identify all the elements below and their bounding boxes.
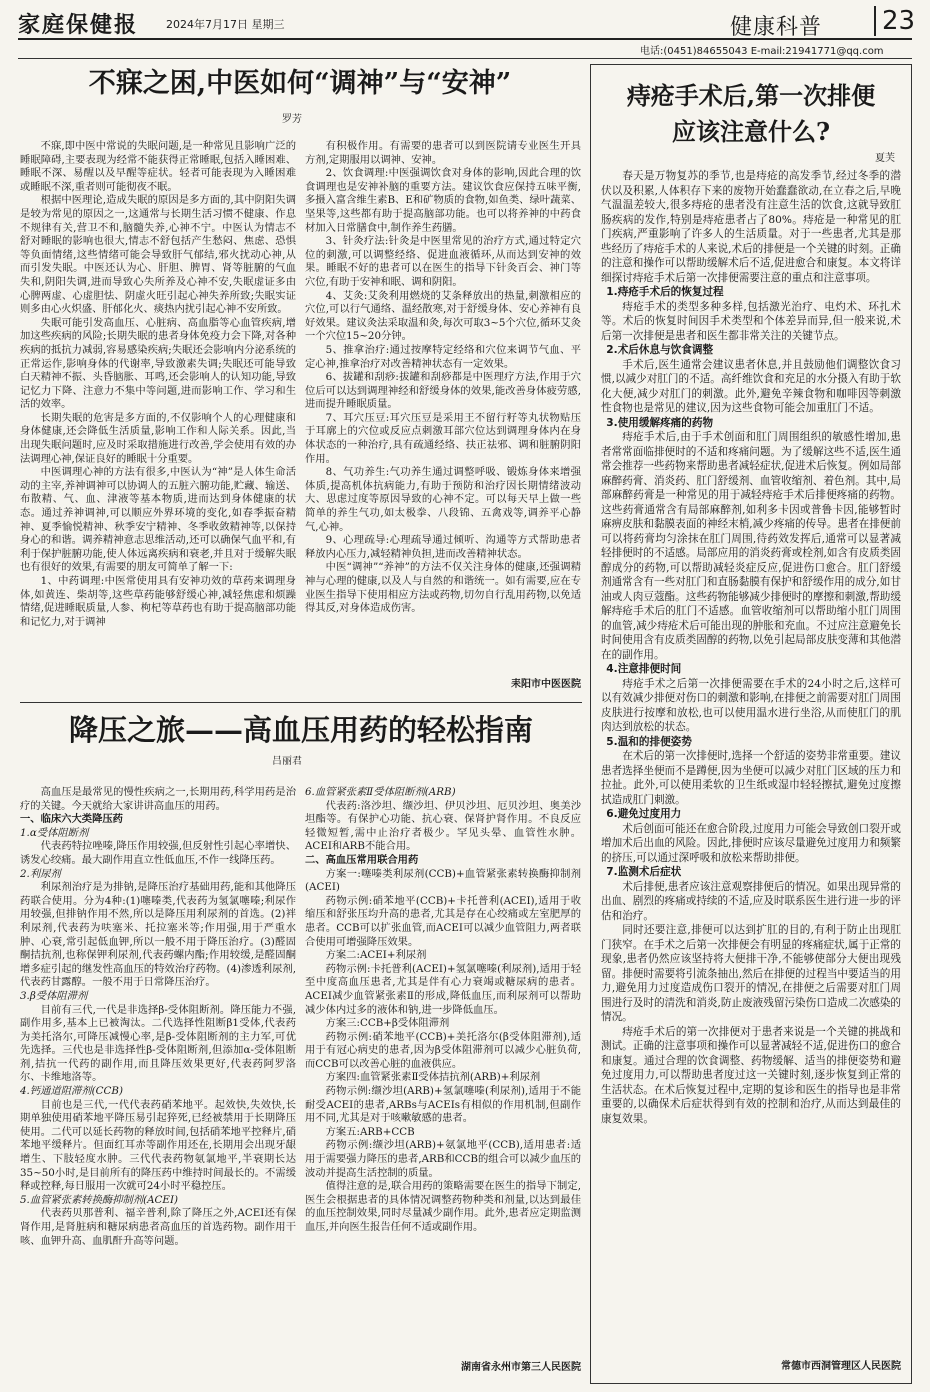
paragraph: 方案四:血管紧张素Ⅱ受体拮抗剂(ARB)+利尿剂 xyxy=(325,1071,541,1084)
article2-author: 吕丽君 xyxy=(272,756,302,767)
masthead xyxy=(18,6,916,40)
paragraph: 2、饮食调理:中医强调饮食对身体的影响,因此合理的饮食调理也是安神补脑的重要方法。建议饮食应保持五味平衡,多摄入富含维生素B、E和矿物质的食物,如鱼类、绿叶蔬菜、坚果等,这些都有助于提高脑部功能。也可以将养神的中药食材加入日常膳食中,制作养生药膳。 xyxy=(305,167,581,234)
article1-author: 罗芳 xyxy=(282,114,302,125)
paragraph: 中医“调神”“养神”的方法不仅关注身体的健康,还强调精神与心理的健康,以及人与自然的和谐统一。如有需要,应在专业医生指导下使用相应方法或药物,切勿自行乱用药物,以免适得其反,对身体造成伤害。 xyxy=(305,561,581,615)
section-heading: 一、临床六大类降压药 xyxy=(20,813,123,826)
paragraph: 痔疮手术之后第一次排便需要在手术的24小时之后,这样可以有效减少排便对伤口的刺激和影响,在排便之前需要对肛门周围皮肤进行按摩和放松,也可以使用温水进行坐浴,从而使肛门的肌肉达到放松的状态。 xyxy=(601,677,901,733)
contact-info: 电话:(0451)84655043 E-mail:21941771@qq.com xyxy=(640,46,884,57)
section-name: 健康科普 xyxy=(730,15,823,40)
paragraph: 有积极作用。有需要的患者可以到医院请专业医生开具方剂,定期服用以调神、安神。 xyxy=(305,140,581,166)
issue-date: 2024年7月17日 星期三 xyxy=(166,18,285,31)
article2-column-2 xyxy=(305,786,581,1352)
paragraph: 利尿剂治疗是为排钠,是降压治疗基础用药,能和其他降压药联合使用。分为4种:(1)噻嗪类,代表药为氢氯噻嗪;利尿作用较强,但排钠作用不然,所以是降压用利尿剂的首选。(2)袢利尿剂,代表药为呋塞米、托拉塞米等;作用强,用于严重水肿、心衰,常引起低血钾,所以一般不用于降压治疗。(3)醛固酮拮抗剂,也称保钾利尿剂,代表药螺内酯;作用较缓,是醛固酮增多症引起的继发性高血压的特效治疗药物。(4)渗透利尿剂,代表药甘露醇。一般不用于日常降压治疗。 xyxy=(20,881,296,989)
paragraph: 目前也是三代,一代代表药硝苯地平。起效快,失效快,长期单独使用硝苯地平降压易引起猝死,已经被禁用于长期降压使用。二代可以延长药物的释放时间,包括硝苯地平控释片,硝苯地平缓释片。但面红耳赤等副作用还在,长期用会出现牙龈增生、下肢轻度水肿。三代代表药物氨氯地平,半衰期长达35~50小时,是目前所有的降压药中维持时间最长的。不需缓释或控释,每日服用一次就可24小时平稳控压。 xyxy=(20,1098,296,1193)
paragraph: 值得注意的是,联合用药的策略需要在医生的指导下制定,医生会根据患者的具体情况调整药物种类和剂量,以达到最佳的血压控制效果,同时尽量减少副作用。此外,患者应定期监测血压,并向医生报告任何不适或副作用。 xyxy=(305,1180,581,1233)
paragraph: 中医调理心神的方法有很多,中医认为“神”是人体生命活动的主宰,养神调神可以协调人的五脏六腑功能,贮藏、输送、布散精、气、血、津液等基本物质,进而达到身体健康的状态。通过养神调神,可以顺应外界环境的变化,如春季振奋精神、夏季愉悦精神、秋季安宁精神、冬季收敛精神等,以保持身心的和谐。调养精神意志思维活动,还可以确保气血平和,有利于保护脏腑功能,使人体远离疾病和衰老,并且对于缓解失眠也有很好的效果,有需要的朋友可简单了解一下: xyxy=(20,466,296,574)
paragraph: 5、推拿治疗:通过按摩特定经络和穴位来调节气血、平定心神,推拿治疗对改善精神状态有一定效果。 xyxy=(305,343,581,370)
paragraph: 代表药:洛沙坦、缬沙坦、伊贝沙坦、厄贝沙坦、奥美沙坦酯等。有保护心功能、抗心衰、保肾护肾作用。不良反应轻微短暂,需中止治疗者极少。罕见头晕、血管性水肿。ACEI和ARB不能合用。 xyxy=(305,799,581,853)
article1-title: 不寐之困,中医如何“调神”与“安神” xyxy=(88,68,512,99)
section-heading: 6.避免过度用力 xyxy=(606,808,682,820)
paragraph: 4、艾灸:艾灸利用燃烧的艾条释放出的热量,刺激相应的穴位,可以行气通络、温经散寒,对于舒缓身体、安心养神有良好效果。建议灸法采取温和灸,每次可取3~5个穴位,循环艾灸一个穴位15~20分钟。 xyxy=(305,289,581,343)
article1-column-2 xyxy=(305,140,581,670)
section-heading: 1.痔疮手术后的恢复过程 xyxy=(606,286,724,298)
paragraph: 1、中药调理:中医常使用具有安神功效的草药来调理身体,如黄连、柴胡等,这些草药能够舒缓心神,减轻焦虑和烦躁情绪,促进睡眠质量,人参、枸杞等草药也有助于提高脑部功能和记忆力,对于调神 xyxy=(20,575,296,628)
article1-column-1 xyxy=(20,140,296,688)
article3-box xyxy=(590,64,912,1384)
paragraph: 6、拔罐和刮痧:拔罐和刮痧都是中医理疗方法,作用于穴位后可以达到调理神经和舒缓身体的效果,能改善身体疲劳感,进而提升睡眠质量。 xyxy=(305,371,581,411)
paragraph: 根据中医理论,造成失眠的原因是多方面的,其中阴阳失调是较为常见的原因之一,这通常与长期生活习惯不健康、作息不规律有关,营卫不和,脑髓失养,心神不宁。中医认为情志不舒对睡眠的影响也很大,情志不舒包括产生愁闷、焦虑、恐惧等负面情绪,这些情绪可能会导致肝气郁结,邪火扰动心神,从而引发失眠。中医还认为心、肝胆、脾胃、肾等脏腑的气血失和,阴阳失调,进而导致心失所养及心神不安,失眠虚证多由心脾两虚、心虚胆怯、阴虚火旺引起心神失养所致;失眠实证则多由心火炽盛、肝郁化火、痰热内扰引起心神不安所致。 xyxy=(20,194,296,316)
paragraph: 痔疮手术后,由于手术创面和肛门周围组织的敏感性增加,患者常常面临排便时的不适和疼痛问题。为了缓解这些不适,医生通常会推荐一些药物来帮助患者减轻症状,促进术后恢复。例如局部麻醉药膏、消炎药、肛门舒缓剂、血管收缩剂、着色剂。其中,局部麻醉药膏是一种常见的用于减轻痔疮手术后排便疼痛的药物。这些药膏通常含有局部麻醉剂,如利多卡因或普鲁卡因,能够暂时麻痹皮肤和黏膜表面的神经末梢,减少疼痛的传导。患者在排便前可以将药膏均匀涂抹在肛门周围,待药效发挥后,通常可以显著减轻排便时的不适感。局部应用的消炎药膏或栓剂,如含有皮质类固醇成分的药物,可以帮助减轻炎症反应,促进伤口愈合。肛门舒缓剂通常含有一些对肛门和直肠黏膜有保护和舒缓作用的成分,如甘油或人肉豆蔻酯。这些药物能够减少排便时的摩擦和刺激,帮助缓解痔疮手术后的肛门不适感。血管收缩剂可以帮助缩小肛门周围的血管,减少痔疮术后可能出现的肿胀和充血。不过应注意避免长时间使用含有皮质类固醇的药物,以免引起局部皮肤变薄和其他潜在的副作用。 xyxy=(601,431,901,661)
paragraph: 方案二:ACEI+利尿剂 xyxy=(325,949,427,962)
article3-body xyxy=(601,169,901,1349)
article3-source: 常德市西洞管理区人民医院 xyxy=(781,1361,901,1372)
paragraph: 8、气功养生:气功养生通过调整呼吸、锻炼身体来增强体质,提高机体抗病能力,有助于预防和治疗因长期情绪波动大、思虑过度等原因导致的心神不定。可以每天早上做一些简单的养生气功,如太极拳、八段锦、五禽戏等,调养平心静气,心神。 xyxy=(305,466,581,533)
article3-title-line-2: 应该注意什么? xyxy=(671,117,831,146)
paragraph: 3、针灸疗法:针灸是中医里常见的治疗方式,通过特定穴位的刺激,可以调整经络、促进血液循环,从而达到安神的效果。睡眠不好的患者可以在医生的指导下针灸百会、神门等穴位,有助于安神和眠、调和阴阳。 xyxy=(305,235,581,288)
paragraph: 不寐,即中医中常说的失眠问题,是一种常见且影响广泛的睡眠障碍,主要表现为经常不能获得正常睡眠,包括入睡困难、睡眠不深、易醒以及早醒等症状。轻者可能表现为入睡困难或睡眠不深,重者则可能彻夜不眠。 xyxy=(20,140,296,193)
paragraph: 同时还要注意,排便可以达到扩肛的目的,有利于防止出现肛门狭窄。在手术之后第一次排便会有明显的疼痛症状,属于正常的现象,患者仍然应该坚持将大便排干净,不能够使部分大便出现残留。排便时需要将引流条抽出,然后在排便的过程当中要适当的用力,避免用力过度造成伤口裂开的情况,在排便之后需要对肛门周围进行及时的清洗和消炎,防止废液残留污染伤口造成二次感染的情况。 xyxy=(601,924,901,1023)
header-rule xyxy=(18,58,912,59)
article3-title-line-1: 痔疮手术后,第一次排便 xyxy=(626,81,876,110)
section-heading: 7.监测术后症状 xyxy=(606,866,682,878)
sub-heading: 6.血管紧张素Ⅱ受体阻断剂(ARB) xyxy=(305,786,456,798)
paragraph: 代表药特拉唑嗪,降压作用较强,但反射性引起心率增快、诱发心绞痛。最大副作用直立性低血压,不作一线降压药。 xyxy=(20,840,296,866)
paragraph: 方案一:噻嗪类利尿剂(CCB)+血管紧张素转换酶抑制剂(ACEI) xyxy=(305,867,581,894)
paragraph: 药物示例:缬沙坦(ARB)+氢氯噻嗪(利尿剂),适用于不能耐受ACEI的患者,ARBs与ACEIs有相似的作用机制,但副作用不同,尤其是对于咳嗽敏感的患者。 xyxy=(305,1085,581,1125)
paragraph: 痔疮手术的类型多种多样,包括激光治疗、电灼术、环扎术等。术后的恢复时间因手术类型和个体差异而异,但一般来说,术后第一次排便是患者和医生都非常关注的关键节点。 xyxy=(601,300,901,342)
paragraph: 7、耳穴压豆:耳穴压豆是采用王不留行籽等丸状物贴压于耳廓上的穴位或反应点刺激耳部穴位达到调理身体内在身体状态的一种治疗,具有疏通经络、扶正祛邪、调和脏腑阴阳作用。 xyxy=(305,411,581,465)
section-heading: 4.注意排便时间 xyxy=(606,663,682,675)
article2-column-1 xyxy=(20,786,296,1372)
sub-heading: 5.血管紧张素转换酶抑制剂(ACEI) xyxy=(20,1193,179,1206)
paragraph: 药物示例:缬沙坦(ARB)+氨氯地平(CCB),适用患者:适用于需要强力降压的患者,ARB和CCB的组合可以减少血压的波动并提高生活控制的质量。 xyxy=(305,1139,581,1179)
paragraph: 方案三:CCB+β受体阻滞剂 xyxy=(325,1017,450,1030)
paragraph: 目前有三代,一代是非选择β-受体阻断剂。降压能力不强,副作用多,基本上已被淘汰。二代选择性阻断β1受体,代表药为美托洛尔,可降压减慢心率,是β-受体阻断剂的主力军,可优先选择。三代也是非选择性β-受体阻断剂,但添加α-受体阻断剂,拮抗一代药的副作用,而且降压效果更好,代表药阿罗洛尔、卡维地洛等。 xyxy=(20,1003,296,1084)
sub-heading: 4.钙通道阻滞剂(CCB) xyxy=(20,1085,123,1098)
sub-heading: 3.β受体阻滞剂 xyxy=(20,989,88,1002)
article3-author: 夏芙 xyxy=(875,153,895,164)
page-number: 23 xyxy=(874,6,915,36)
section-heading: 二、高血压常用联合用药 xyxy=(305,853,419,866)
article-divider xyxy=(20,702,582,703)
paragraph: 药物示例:硝苯地平(CCB)+美托洛尔(β受体阻滞剂),适用于有冠心病史的患者,因为β受体阻滞剂可以减少心脏负荷,而CCB可以改善心脏的血液供应。 xyxy=(305,1030,581,1070)
paragraph: 高血压是最常见的慢性疾病之一,长期用药,科学用药是治疗的关键。今天就给大家讲讲高血压的用药。 xyxy=(20,786,296,812)
article1-source: 耒阳市中医医院 xyxy=(511,679,581,690)
sub-heading: 1.α受体阻断剂 xyxy=(20,826,89,839)
paragraph: 9、心理疏导:心理疏导通过倾听、沟通等方式帮助患者释放内心压力,减轻精神负担,进而改善精神状态。 xyxy=(305,534,581,560)
paragraph: 在术后的第一次排便时,选择一个舒适的姿势非常重要。建议患者选择坐便而不是蹲便,因为坐便可以减少对肛门区域的压力和拉扯。此外,可以使用柔软的卫生纸或湿巾轻轻擦拭,避免过度擦拭造成肛门刺激。 xyxy=(601,750,901,806)
paragraph: 失眠可能引发高血压、心脏病、高血脂等心血管疾病,增加这些疾病的风险;长期失眠的患者身体免疫力会下降,对各种疾病的抵抗力减弱,容易感染疾病;失眠还会影响内分泌系统的正常运作,影响身体的代谢率,导致激素失调;失眠还可能导致白天精神不振、头昏脑胀、耳鸣,还会影响人的认知功能,导致记忆力下降、注意力不集中等问题,进而影响工作、学习和生活的效率。 xyxy=(20,316,296,411)
paper-name: 家庭保健报 xyxy=(18,12,139,38)
section-heading: 5.温和的排便姿势 xyxy=(606,735,692,748)
sub-heading: 2.利尿剂 xyxy=(20,867,61,880)
article2-title: 降压之旅——高血压用药的轻松指南 xyxy=(68,713,533,747)
section-heading: 3.使用缓解疼痛的药物 xyxy=(606,416,714,429)
paragraph: 术后创面可能还在愈合阶段,过度用力可能会导致创口裂开或增加术后出血的风险。因此,排便时应该尽量避免过度用力和频繁的挤压,可以通过深呼吸和放松来帮助排便。 xyxy=(601,822,901,864)
paragraph: 长期失眠的危害是多方面的,不仅影响个人的心理健康和身体健康,还会降低生活质量,影响工作和人际关系。因此,当出现失眠问题时,应及时采取措施进行改善,学会使用有效的办法调理心神,保证良好的睡眠十分重要。 xyxy=(20,411,296,465)
section-heading: 2.术后休息与饮食调整 xyxy=(606,344,714,356)
paragraph: 药物示例:硝苯地平(CCB)+卡托普利(ACEI),适用于收缩压和舒张压均升高的患者,尤其是存在心绞痛或左室肥厚的患者。CCB可以扩张血管,而ACEI可以减少血管阻力,两者联合使用可增强降压效果。 xyxy=(305,894,581,948)
paragraph: 代表药贝那普利、福辛普利,除了降压之外,ACEI还有保肾作用,是肾脏病和糖尿病患者高血压的首选药物。副作用干咳、血钾升高、血肌酐升高等问题。 xyxy=(20,1207,296,1247)
paragraph: 药物示例:卡托普利(ACEI)+氢氯噻嗪(利尿剂),适用于轻至中度高血压患者,尤其是伴有心力衰竭或糖尿病的患者。ACEI减少血管紧张素Ⅱ的形成,降低血压,而利尿剂可以帮助减少体内过多的液体和钠,进一步降低血压。 xyxy=(305,962,581,1016)
paragraph: 方案五:ARB+CCB xyxy=(325,1125,415,1138)
paragraph: 春天是万物复苏的季节,也是痔疮的高发季节,经过冬季的潜伏以及积累,人体积存下来的废物开始蠢蠢欲动,在立春之后,早晚气温温差较大,很多痔疮的患者没有注意生活的饮食,这就导致肛肠疾病的发作,特别是痔疮患者占了80%。痔疮是一种常见的肛门疾病,严重影响了许多人的生活质量。对于一些患者,尤其是那些经历了痔疮手术的人来说,术后的排便是一个关键的时刻。正确的注意和操作可以帮助缓解术后不适,促进愈合和康复。本文将详细探讨痔疮手术后第一次排便需要注意的重点和注意事项。 xyxy=(601,170,901,284)
paragraph: 痔疮手术后的第一次排便对于患者来说是一个关键的挑战和测试。正确的注意事项和操作可以显著减轻不适,促进伤口的愈合和康复。通过合理的饮食调整、药物缓解、适当的排便姿势和避免过度用力,可以帮助患者度过这一关键时刻,逐步恢复到正常的生活状态。在术后恢复过程中,定期的复诊和医生的指导也是非常重要的,以确保术后症状得到有效的控制和治疗,从而达到最佳的康复效果。 xyxy=(601,1025,901,1125)
paragraph: 术后排便,患者应该注意观察排便后的情况。如果出现异常的出血、剧烈的疼痛或持续的不适,应及时联系医生进行进一步的评估和治疗。 xyxy=(601,880,901,922)
paragraph: 手术后,医生通常会建议患者休息,并且鼓励他们调整饮食习惯,以减少对肛门的不适。高纤维饮食和充足的水分摄入有助于软化大便,减少对肛门的刺激。此外,避免辛辣食物和咖啡因等刺激性食物也是常见的建议,因为这些食物可能会加重肛门不适。 xyxy=(601,358,901,414)
article2-source: 湖南省永州市第三人民医院 xyxy=(461,1362,581,1373)
